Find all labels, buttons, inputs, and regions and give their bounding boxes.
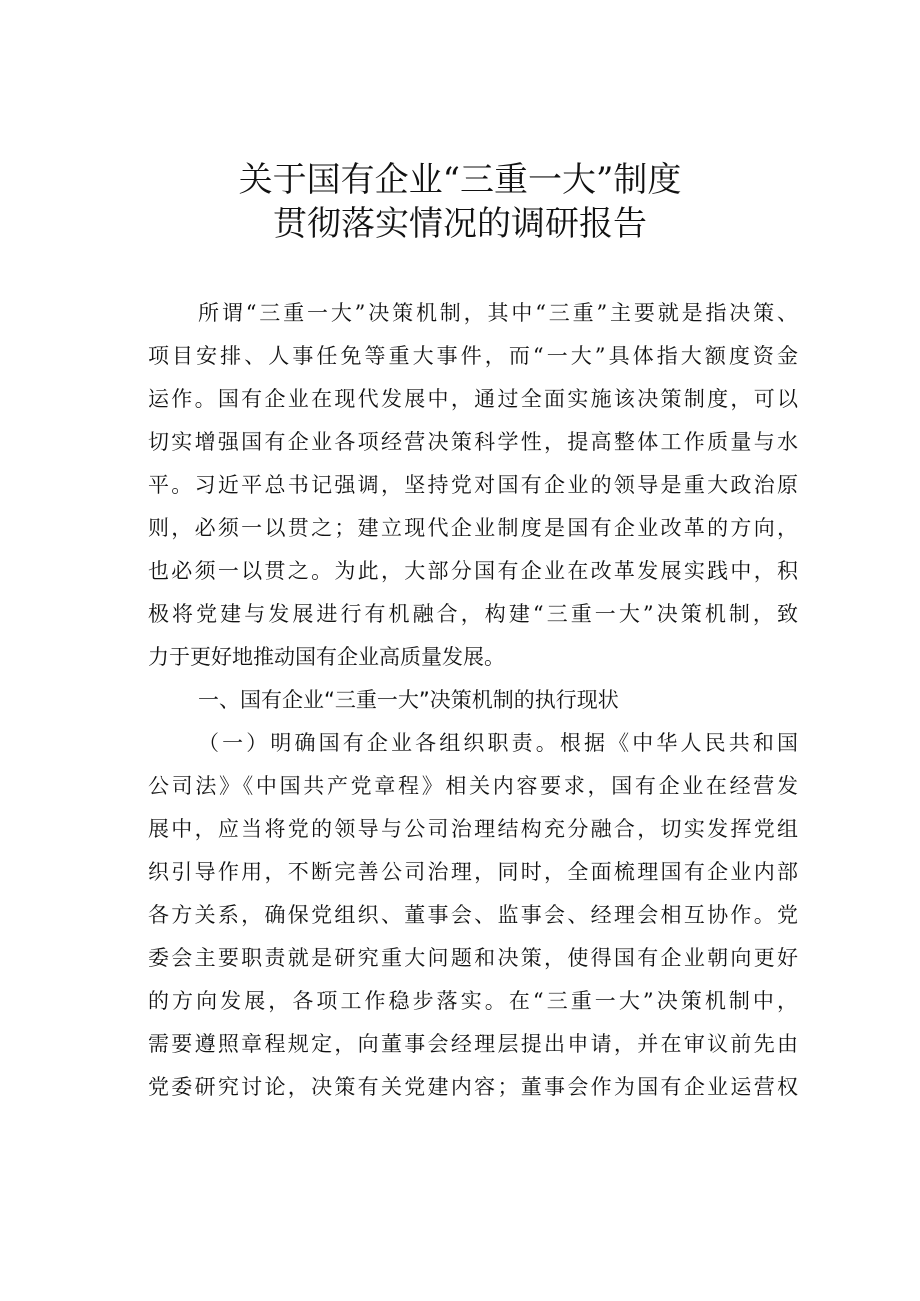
intro-paragraph-line: 力于更好地推动国有企业高质量发展。: [148, 645, 505, 669]
section-paragraph-line: 各方关系，确保党组织、董事会、监事会、经理会相互协作。党: [148, 903, 798, 927]
intro-paragraph-line: 平。习近平总书记强调，坚持党对国有企业的领导是重大政治原: [148, 473, 798, 497]
intro-paragraph-line: 项目安排、人事任免等重大事件，而“一大”具体指大额度资金: [148, 344, 798, 368]
section-paragraph-line: 展中，应当将党的领导与公司治理结构充分融合，切实发挥党组: [148, 817, 798, 841]
section-heading: 一、国有企业“三重一大”决策机制的执行现状: [198, 688, 619, 712]
intro-paragraph-line: 则，必须一以贯之；建立现代企业制度是国有企业改革的方向，: [148, 516, 798, 540]
section-paragraph-line: 党委研究讨论，决策有关党建内容；董事会作为国有企业运营权: [148, 1075, 798, 1099]
section-paragraph-line: 委会主要职责就是研究重大问题和决策，使得国有企业朝向更好: [148, 946, 798, 970]
section-paragraph-line: 需要遵照章程规定，向董事会经理层提出申请，并在审议前先由: [148, 1032, 798, 1056]
intro-paragraph-line: 极将党建与发展进行有机融合，构建“三重一大”决策机制，致: [148, 602, 798, 626]
intro-paragraph-line: 切实增强国有企业各项经营决策科学性，提高整体工作质量与水: [148, 430, 798, 454]
intro-paragraph-line: 运作。国有企业在现代发展中，通过全面实施该决策制度，可以: [148, 387, 798, 411]
section-paragraph-line: 织引导作用，不断完善公司治理，同时，全面梳理国有企业内部: [148, 860, 798, 884]
section-paragraph-line: 的方向发展，各项工作稳步落实。在“三重一大”决策机制中，: [148, 989, 798, 1013]
section-paragraph-line: 公司法》《中国共产党章程》相关内容要求，国有企业在经营发: [148, 774, 798, 798]
intro-paragraph-line: 所谓“三重一大”决策机制，其中“三重”主要就是指决策、: [198, 301, 798, 325]
section-paragraph-line: （一）明确国有企业各组织职责。根据《中华人民共和国: [198, 731, 798, 755]
intro-paragraph-line: 也必须一以贯之。为此，大部分国有企业在改革发展实践中，积: [148, 559, 798, 583]
document-title-line-1: 关于国有企业“三重一大”制度: [238, 160, 682, 200]
document-title-line-2: 贯彻落实情况的调研报告: [273, 204, 647, 244]
